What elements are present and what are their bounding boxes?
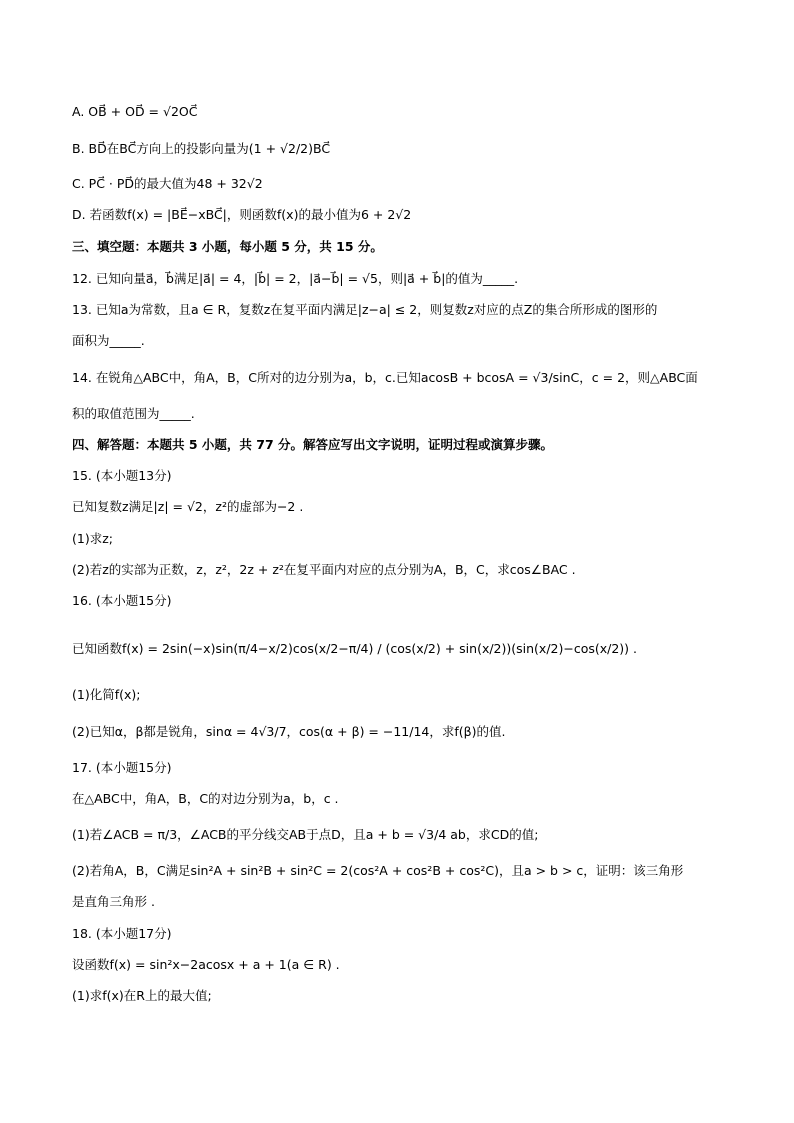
question-15-heading: 15. (本小题13分): [72, 468, 172, 483]
option-b: B. BD⃗在BC⃗方向上的投影向量为(1 + √2/2)BC⃗: [72, 141, 331, 156]
section-fill-in-heading: 三、填空题：本题共 3 小题，每小题 5 分，共 15 分。: [72, 239, 383, 254]
question-17-heading: 17. (本小题15分): [72, 760, 172, 775]
option-a: A. OB⃗ + OD⃗ = √2OC⃗: [72, 104, 198, 119]
question-16-part-1: (1)化简f(x);: [72, 687, 141, 702]
question-16-stem: 已知函数f(x) = 2sin(−x)sin(π/4−x/2)cos(x/2−π/4) / (cos(x/2) + sin(x/2))(sin(x/2)−cos(x/2)) .: [72, 641, 638, 656]
option-d: D. 若函数f(x) = |BE⃗−xBC⃗|，则函数f(x)的最小值为6 + 2√2: [72, 207, 412, 222]
question-15-part-1: (1)求z;: [72, 531, 113, 546]
question-16-part-2: (2)已知α，β都是锐角，sinα = 4√3/7，cos(α + β) = −11/14，求f(β)的值.: [72, 724, 506, 739]
question-18-part-1: (1)求f(x)在R上的最大值;: [72, 988, 212, 1003]
question-14-line-1: 14. 在锐角△ABC中，角A，B，C所对的边分别为a，b，c.已知acosB + bcosA = √3/sinC，c = 2，则△ABC面: [72, 370, 698, 385]
question-17-part-2-line-1: (2)若角A，B，C满足sin²A + sin²B + sin²C = 2(cos²A + cos²B + cos²C)，且a > b > c，证明：该三角形: [72, 863, 684, 878]
question-15-stem: 已知复数z满足|z| = √2，z²的虚部为−2 .: [72, 499, 304, 514]
question-17-part-1: (1)若∠ACB = π/3，∠ACB的平分线交AB于点D，且a + b = √3/4 ab，求CD的值;: [72, 827, 539, 842]
question-14-line-2: 积的取值范围为_____.: [72, 406, 195, 421]
question-15-part-2: (2)若z的实部为正数，z，z²，2z + z²在复平面内对应的点分别为A，B，C，求cos∠BAC .: [72, 562, 576, 577]
question-17-stem: 在△ABC中，角A，B，C的对边分别为a，b，c .: [72, 791, 339, 806]
question-12: 12. 已知向量a⃗，b⃗满足|a⃗| = 4，|b⃗| = 2，|a⃗−b⃗| = √5，则|a⃗ + b⃗|的值为_____.: [72, 271, 519, 286]
question-18-heading: 18. (本小题17分): [72, 926, 172, 941]
question-16-heading: 16. (本小题15分): [72, 593, 172, 608]
question-13-line-2: 面积为_____.: [72, 333, 145, 348]
question-17-part-2-line-2: 是直角三角形 .: [72, 894, 155, 909]
question-13-line-1: 13. 已知a为常数，且a ∈ R，复数z在复平面内满足|z−a| ≤ 2，则复数z对应的点Z的集合所形成的图形的: [72, 302, 658, 317]
option-c: C. PC⃗ · PD⃗的最大值为48 + 32√2: [72, 176, 263, 191]
section-answer-heading: 四、解答题：本题共 5 小题，共 77 分。解答应写出文字说明，证明过程或演算步骤。: [72, 437, 554, 452]
question-18-stem: 设函数f(x) = sin²x−2acosx + a + 1(a ∈ R) .: [72, 957, 340, 972]
